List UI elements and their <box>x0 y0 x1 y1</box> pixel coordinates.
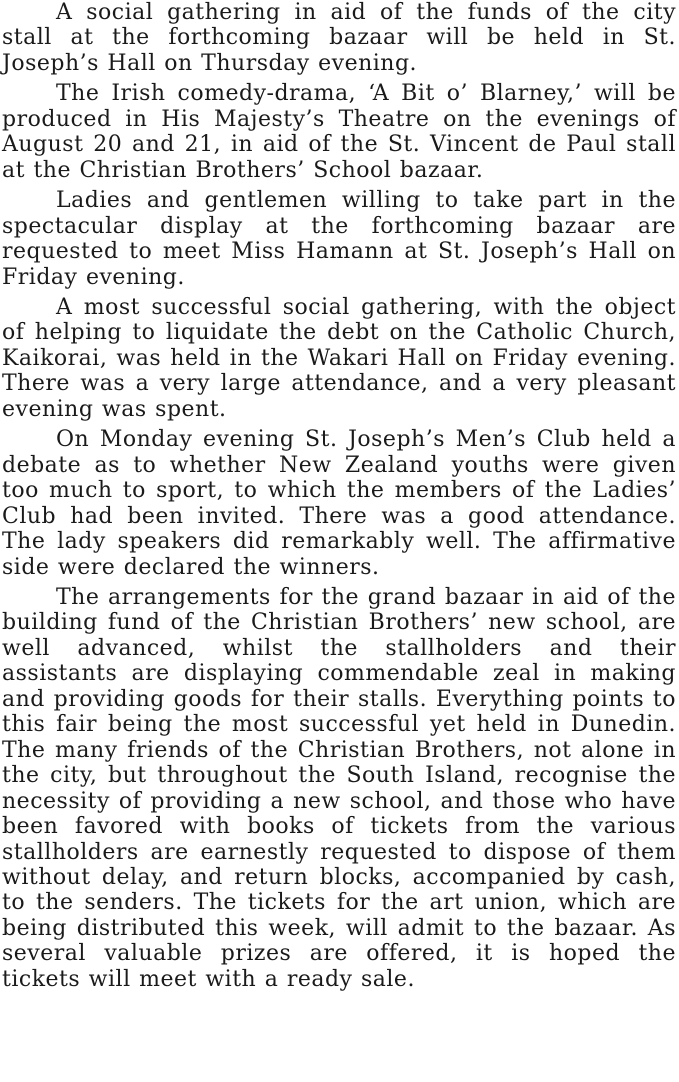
newspaper-column <box>2 0 676 1082</box>
news-paragraph-spectacular-display: Ladies and gentlemen willing to take part in the spectacular display at the forthcoming bazaar are requested to meet Miss Hamann at St. Joseph’s Hall on Friday evening. <box>2 188 676 290</box>
news-paragraph-kaikorai-gathering: A most successful social gathering, with the object of helping to liquidate the debt on the Catholic Church, Kaikorai, was held in the Wakari Hall on Friday evening. There was a very large attendance, and a very pleasant evening was spent. <box>2 294 676 422</box>
news-paragraph-grand-bazaar: The arrangements for the grand bazaar in aid of the building fund of the Christian Brothers’ new school, are well advanced, whilst the stallholders and their assistants are displaying commendable zeal in making and providing goods for their stalls. Everything points to this fair being the most successful yet held in Dunedin. The many friends of the Christian Brothers, not alone in the city, but throughout the South Island, recognise the necessity of providing a new school, and those who have been favored with books of tickets from the various stallholders are earnestly requested to dispose of them without delay, and return blocks, accompanied by cash, to the senders. The tickets for the art union, which are being distributed this week, will admit to the bazaar. As several valuable prizes are offered, it is hoped the tickets will meet with a ready sale. <box>2 584 676 992</box>
news-paragraph-social-gathering: A social gathering in aid of the funds of the city stall at the forthcoming bazaar will be held in St. Joseph’s Hall on Thursday evening. <box>2 0 676 76</box>
news-paragraph-mens-club-debate: On Monday evening St. Joseph’s Men’s Club held a debate as to whether New Zealand youths were given too much to sport, to which the members of the Ladies’ Club had been invited. There was a good attendance. The lady speakers did remarkably well. The affirmative side were declared the winners. <box>2 427 676 580</box>
news-paragraph-irish-comedy-drama: The Irish comedy-drama, ‘A Bit o’ Blarney,’ will be produced in His Majesty’s Theatre on the evenings of August 20 and 21, in aid of the St. Vincent de Paul stall at the Christian Brothers’ School bazaar. <box>2 81 676 183</box>
